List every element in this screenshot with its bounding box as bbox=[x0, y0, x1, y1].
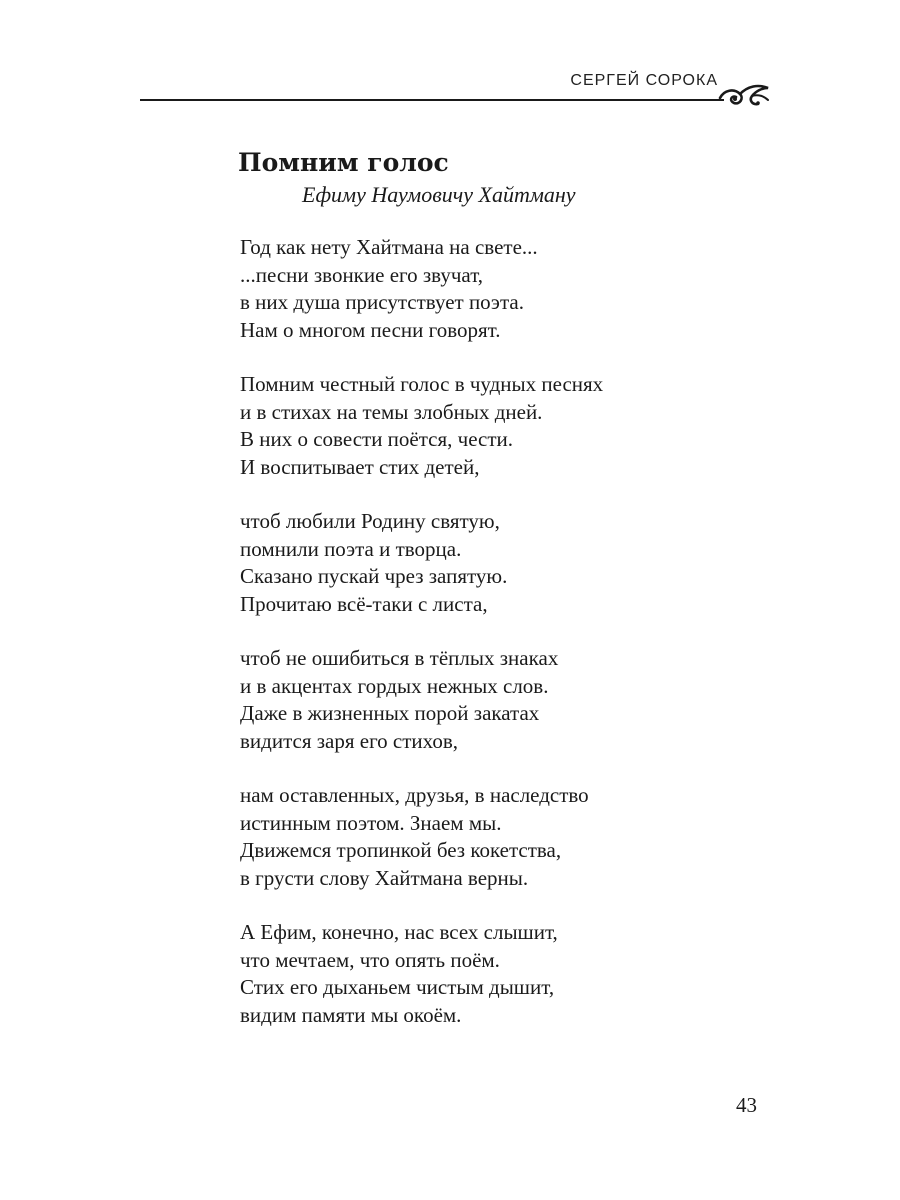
poem-line: Движемся тропинкой без кокетства, bbox=[240, 838, 562, 862]
poem-line: И воспитывает стих детей, bbox=[240, 454, 480, 479]
poem-line: видится заря его стихов, bbox=[240, 728, 459, 753]
poem-line: истинным поэтом. Знаем мы. bbox=[240, 810, 502, 835]
poem-dedication: Ефиму Наумовичу Хайтману bbox=[302, 182, 576, 207]
poem-line: чтоб не ошибиться в тёплых знаках bbox=[240, 646, 559, 670]
poem-line: ...песни звонкие его звучат, bbox=[240, 262, 484, 287]
stanza bbox=[240, 234, 760, 344]
stanza bbox=[240, 645, 760, 755]
poem-body bbox=[240, 234, 760, 1056]
stanza bbox=[240, 371, 760, 481]
stanza bbox=[240, 919, 760, 1029]
poem-line: что мечтаем, что опять поём. bbox=[240, 947, 500, 972]
poem-line: в них душа присутствует поэта. bbox=[240, 290, 524, 314]
poem-line: Прочитаю всё-таки с листа, bbox=[240, 591, 488, 616]
poem-line: и в акцентах гордых нежных слов. bbox=[240, 673, 549, 698]
poem-line: Даже в жизненных порой закатах bbox=[240, 701, 540, 725]
stanza bbox=[240, 508, 760, 618]
poem-line: чтоб любили Родину святую, bbox=[240, 509, 500, 533]
header-rule bbox=[140, 99, 724, 101]
flourish-ornament-icon bbox=[718, 78, 772, 112]
page-number: 43 bbox=[736, 1093, 757, 1117]
poem-line: нам оставленных, друзья, в наследство bbox=[240, 783, 589, 807]
poem-line: Сказано пускай чрез запятую. bbox=[240, 564, 508, 588]
poem-line: видим памяти мы окоём. bbox=[240, 1002, 462, 1027]
poem-line: и в стихах на темы злобных дней. bbox=[240, 399, 543, 424]
poem-title: Помним голос bbox=[238, 148, 449, 177]
poem-line: Помним честный голос в чудных песнях bbox=[240, 372, 604, 396]
poem-line: В них о совести поётся, чести. bbox=[240, 427, 514, 451]
stanza bbox=[240, 782, 760, 892]
poem-line: помнили поэта и творца. bbox=[240, 536, 462, 561]
poem-line: в грусти слову Хайтмана верны. bbox=[240, 865, 529, 890]
poem-line: А Ефим, конечно, нас всех слышит, bbox=[240, 920, 558, 944]
poem-line: Нам о многом песни говорят. bbox=[240, 317, 501, 342]
poem-line: Год как нету Хайтмана на свете... bbox=[240, 235, 538, 259]
poem-line: Стих его дыханьем чистым дышит, bbox=[240, 975, 555, 999]
running-head-author: СЕРГЕЙ СОРОКА bbox=[570, 72, 718, 89]
